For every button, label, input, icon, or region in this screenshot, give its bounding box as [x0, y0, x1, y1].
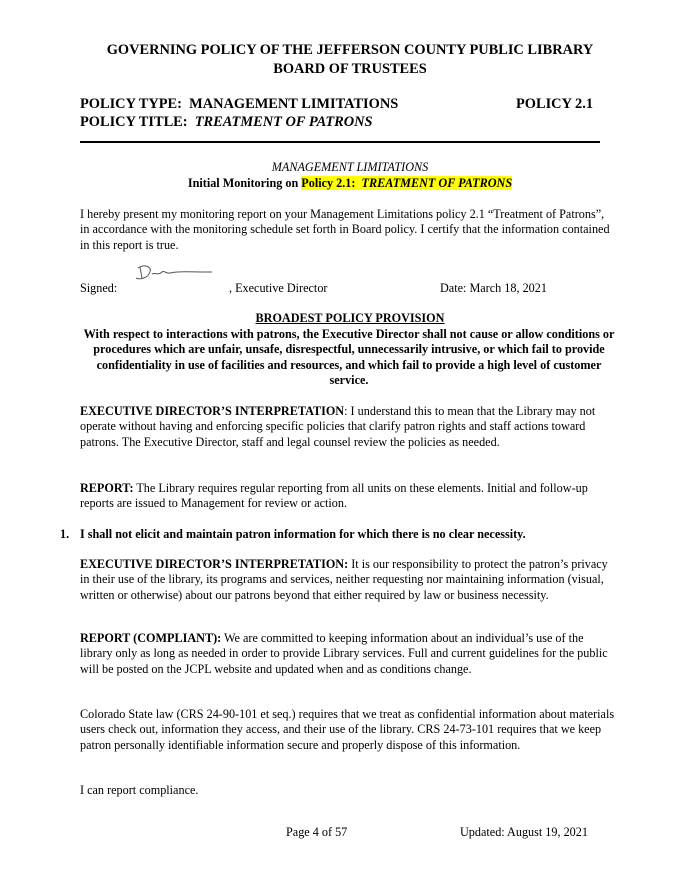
monitoring-heading-highlight	[301, 176, 512, 190]
policy-title-value: TREATMENT OF PATRONS	[194, 114, 373, 130]
monitoring-heading	[80, 176, 620, 191]
updated-date: Updated: August 19, 2021	[460, 825, 588, 839]
document-title	[60, 41, 640, 78]
report-1	[80, 481, 615, 512]
title-line-1: GOVERNING POLICY OF THE JEFFERSON COUNTY PUBLIC LIBRARY	[106, 42, 594, 58]
interpretation-1-label: EXECUTIVE DIRECTOR’S INTERPRETATION	[80, 404, 345, 418]
section-label: MANAGEMENT LIMITATIONS	[271, 160, 429, 174]
report-2-label: REPORT (COMPLIANT):	[80, 631, 222, 645]
policy-type	[80, 95, 398, 114]
policy-type-label: POLICY TYPE:	[80, 96, 182, 112]
broadest-heading: BROADEST POLICY PROVISION	[255, 311, 445, 325]
interpretation-1-text: : I understand this to mean that the Library may not operate without having and enforcing specific policies that clarify patron rights and staff actions toward patrons. The Executive Director, staff and legal counsel review the policies as needed.	[80, 404, 596, 449]
policy-number: POLICY 2.1	[516, 96, 594, 112]
monitoring-heading-policy: Policy 2.1:	[301, 176, 356, 190]
interpretation-2-text: It is our responsibility to protect the patron’s privacy in their use of the library, its programs and services, neither requesting nor maintaining information (visual, written or otherwise) about our patrons beyond that either required by law or business necessity.	[80, 557, 608, 602]
policy-title	[80, 113, 373, 132]
item-text: I shall not elicit and maintain patron information for which there is no clear necessity.	[80, 527, 526, 541]
monitoring-heading-title: TREATMENT OF PATRONS	[361, 176, 513, 190]
title-line-2: BOARD OF TRUSTEES	[273, 60, 427, 77]
report-date: Date: March 18, 2021	[440, 281, 547, 295]
signed-label: Signed:	[80, 281, 118, 295]
broadest-text: With respect to interactions with patrons, the Executive Director shall not cause or allow conditions or procedures which are unfair, unsafe, disrespectful, unnecessarily intrusive, or which fail to provide confidentiality in use of facilities and resources, and which fail to provide a high level of customer service.	[83, 327, 615, 388]
executive-director-role: , Executive Director	[229, 281, 328, 295]
colorado-law-paragraph: Colorado State law (CRS 24-90-101 et seq.) requires that we treat as confidential information about materials users check out, information they access, and their use of the library. CRS 24-73-101 requires that we keep patron personally identifiable information secure and properly dispose of this information.	[80, 707, 615, 752]
interpretation-2-label: EXECUTIVE DIRECTOR’S INTERPRETATION:	[80, 557, 349, 571]
item-number: 1.	[60, 527, 70, 541]
report-1-text: The Library requires regular reporting from all units on these elements. Initial and follow-up reports are issued to Management for review or action.	[80, 481, 588, 511]
signature-image	[130, 262, 220, 292]
interpretation-2	[80, 557, 615, 603]
policy-type-value: MANAGEMENT LIMITATIONS	[189, 96, 399, 112]
report-2-text: We are committed to keeping information about an individual’s use of the library only as long as needed in order to provide Library services. Full and current guidelines for the public will be posted on the JCPL website and updated when and as conditions change.	[80, 631, 608, 676]
monitoring-heading-prefix: Initial Monitoring on	[187, 176, 302, 190]
page-number: Page 4 of 57	[286, 825, 348, 839]
intro-paragraph: I hereby present my monitoring report on your Management Limitations policy 2.1 “Treatment of Patrons”, in accordance with the monitoring schedule set forth in Board policy. I certify that the information contained in this report is true.	[80, 207, 610, 252]
report-1-label: REPORT:	[80, 481, 134, 495]
numbered-item-1	[60, 527, 526, 542]
interpretation-1	[80, 404, 615, 450]
compliance-statement: I can report compliance.	[80, 783, 199, 797]
header-divider	[80, 141, 600, 143]
report-2	[80, 631, 615, 677]
policy-title-label: POLICY TITLE:	[80, 114, 188, 130]
